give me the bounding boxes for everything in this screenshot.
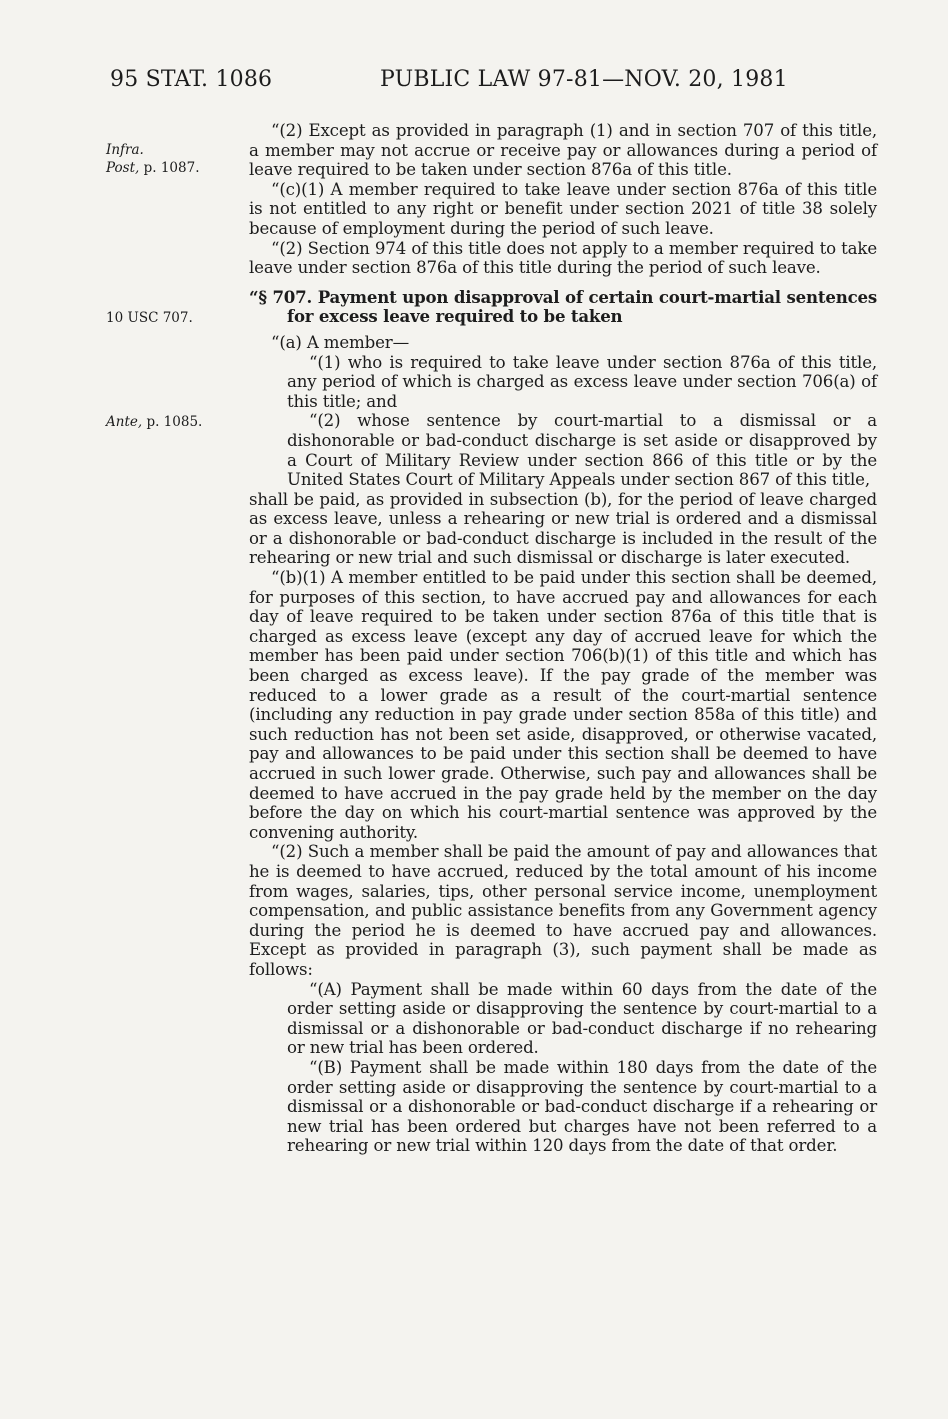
paragraph-b1: “(b)(1) A member entitled to be paid under this section shall be deemed, for purposes of this section, to have accrued pay and allowances for each day of leave required to be taken under section 876a of this title that is charged as excess leave (except any day of accrued leave for which the member has been paid under section 706(b)(1) of this title and which has been charged as excess leave). If the pay grade of the member was reduced to a lower grade as a result of the court-martial sentence (including any reduction in pay grade under section 858a of this title) and such reduction has not been set aside, disapproved, or otherwise vacated, pay and allowances to be paid under this section shall be deemed to have accrued in such lower grade. Otherwise, such pay and allowances shall be deemed to have accrued in the pay grade held by the member on the day before the day on which his court-martial sentence was approved by the convening authority. (249, 568, 877, 842)
statute-page-number: 95 STAT. 1086 (110, 67, 273, 92)
margin-note-post (106, 159, 199, 178)
statute-body-text (249, 121, 877, 1156)
paragraph-2: “(2) Except as provided in paragraph (1) and in section 707 of this title, a member may not accrue or receive pay or allowances during a period of leave required to be taken under section 876a of this title. (249, 121, 877, 180)
paragraph-bA: “(A) Payment shall be made within 60 days from the date of the order setting aside or disapproving the sentence by court-martial to a dismissal or a dishonorable or bad-conduct discharge if no rehearing or new trial has been ordered. (287, 979, 877, 1058)
paragraph-c2: “(2) Section 974 of this title does not apply to a member required to take leave under section 876a of this title during the period of such leave. (249, 238, 877, 278)
paragraph-bB: “(B) Payment shall be made within 180 days from the date of the order setting aside or disapproving the sentence by court-martial to a dismissal or a dishonorable or bad-conduct discharge if a rehearing or new trial has been ordered but charges have not been referred to a rehearing or new trial within 120 days from the date of that order. (287, 1057, 877, 1156)
running-header-title: PUBLIC LAW 97-81—NOV. 20, 1981 (380, 67, 788, 92)
margin-note-post-page: p. 1087. (143, 160, 200, 176)
paragraph-a2: “(2) whose sentence by court-martial to a dismissal or a dishonorable or bad-conduct discharge is set aside or disapproved by a Court of Military Review under section 866 of this title or by the United States Court of Military Appeals under section 867 of this title, (287, 411, 877, 490)
paragraph-a-intro: “(a) A member— (271, 332, 410, 352)
paragraph-b2: “(2) Such a member shall be paid the amount of pay and allowances that he is deemed to have accrued, reduced by the total amount of his income from wages, salaries, tips, other personal service income, unemployment compensation, and public assistance benefits from any Government agency during the period he is deemed to have accrued pay and allowances. Except as provided in paragraph (3), such payment shall be made as follows: (249, 842, 877, 979)
paragraph-c1: “(c)(1) A member required to take leave under section 876a of this title is not entitled to any right or benefit under section 2021 of title 38 solely because of employment during the period of such leave. (249, 179, 877, 238)
margin-note-ante-prefix: Ante, (106, 414, 143, 430)
margin-note-usc: 10 USC 707. (106, 310, 193, 326)
section-707-heading: “§ 707. Payment upon disapproval of certain court-martial sentences for excess leave required to be taken (249, 286, 877, 327)
paragraph-a1: “(1) who is required to take leave under section 876a of this title, any period of which is charged as excess leave under section 706(a) of this title; and (287, 352, 877, 411)
paragraph-a-tail: shall be paid, as provided in subsection (b), for the period of leave charged as excess leave, unless a rehearing or new trial is ordered and a dismissal or a dishonorable or bad-conduct discharge is included in the result of the rehearing or new trial and such dismissal or discharge is later executed. (249, 489, 877, 568)
margin-note-infra-text: Infra. (106, 142, 144, 158)
margin-note-ante-page: p. 1085. (146, 414, 203, 430)
margin-note-post-prefix: Post, (106, 160, 140, 176)
margin-note-ante (106, 413, 202, 432)
margin-note-infra (106, 141, 144, 160)
